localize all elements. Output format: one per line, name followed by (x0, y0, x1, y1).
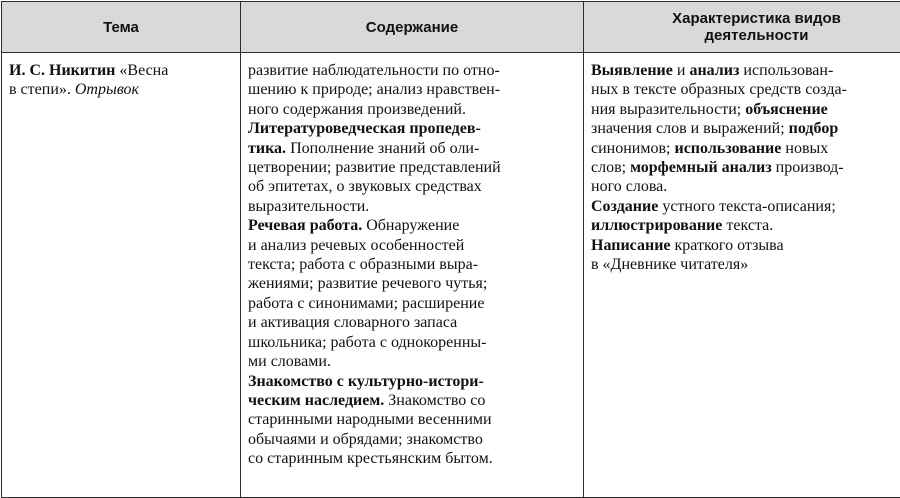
content-line (248, 119, 577, 138)
content-line: выразительности. (248, 197, 577, 216)
content-text: Знакомство со (384, 392, 485, 409)
content-line: со старинным крестьянским бытом. (248, 449, 577, 468)
header-activity-line1: Характеристика видов (592, 10, 900, 27)
header-topic: Тема (2, 2, 241, 53)
content-cell (241, 53, 584, 498)
activity-text: слов; (591, 159, 630, 176)
section-heading: тика. (248, 140, 286, 157)
content-line: текста; работа с образными выра- (248, 255, 577, 274)
topic-line (9, 61, 234, 80)
activity-text: значения слов и выражений; (591, 120, 789, 137)
header-row (2, 2, 900, 53)
content-line: и активация словарного запаса (248, 313, 577, 332)
section-heading: Речевая работа. (248, 217, 362, 234)
lesson-plan-table (1, 1, 900, 498)
section-heading: Литературоведческая пропедев- (248, 120, 481, 137)
activity-line (591, 216, 900, 235)
content-line: об эпитетах, о звуковых средствах (248, 177, 577, 196)
activity-term: подбор (789, 120, 839, 137)
activity-term: Написание (591, 237, 671, 254)
activity-term: использование (674, 140, 781, 157)
content-line: жениями; развитие речевого чутья; (248, 274, 577, 293)
content-line: и анализ речевых особенностей (248, 236, 577, 255)
content-line (248, 391, 577, 410)
activity-text: устного текста-описания; (658, 198, 835, 215)
content-line (248, 372, 577, 391)
activity-line (591, 139, 900, 158)
activity-cell (584, 53, 900, 498)
content-line (248, 216, 577, 235)
activity-text: использован- (739, 62, 833, 79)
activity-text: текста. (722, 217, 773, 234)
topic-author: И. С. Никитин (9, 62, 115, 79)
header-activity-line2: деятельности (592, 27, 900, 44)
activity-term: объяснение (745, 101, 828, 118)
content-line: обычаями и обрядами; знакомство (248, 430, 577, 449)
header-content: Содержание (241, 2, 584, 53)
section-heading: ческим наследием. (248, 392, 384, 409)
activity-text: краткого отзыва (671, 237, 784, 254)
activity-term: Выявление (591, 62, 673, 79)
content-line (248, 139, 577, 158)
content-text: Пополнение знаний об оли- (286, 140, 479, 157)
content-line: шению к природе; анализ нравствен- (248, 80, 577, 99)
activity-term: морфемный анализ (630, 159, 772, 176)
activity-line: ных в тексте образных средств созда- (591, 80, 900, 99)
activity-line (591, 61, 900, 80)
header-activity (584, 2, 900, 53)
content-text: Обнаружение (362, 217, 459, 234)
content-line: ми словами. (248, 352, 577, 371)
content-line: школьника; работа с однокоренны- (248, 333, 577, 352)
activity-line: ного слова. (591, 177, 900, 196)
content-line: развитие наблюдательности по отно- (248, 61, 577, 80)
activity-line: в «Дневнике читателя» (591, 255, 900, 274)
topic-title-part2: в степи». (9, 81, 75, 98)
activity-text: и (673, 62, 690, 79)
topic-title-part1: «Весна (115, 62, 168, 79)
activity-text: новых (781, 140, 828, 157)
topic-line (9, 80, 234, 99)
content-line: цетворении; развитие представлений (248, 158, 577, 177)
activity-term: Создание (591, 198, 658, 215)
activity-line (591, 236, 900, 255)
activity-text: производ- (772, 159, 844, 176)
content-line: старинными народными весенними (248, 410, 577, 429)
activity-line (591, 197, 900, 216)
topic-cell (2, 53, 241, 498)
activity-term: анализ (689, 62, 739, 79)
content-line: ного содержания произведений. (248, 100, 577, 119)
activity-line (591, 158, 900, 177)
section-heading: Знакомство с культурно-истори- (248, 373, 484, 390)
activity-line (591, 100, 900, 119)
activity-text: синонимов; (591, 140, 674, 157)
content-line: работа с синонимами; расширение (248, 294, 577, 313)
activity-line (591, 119, 900, 138)
table-row (2, 53, 900, 498)
activity-text: ния выразительности; (591, 101, 745, 118)
topic-note: Отрывок (75, 81, 139, 98)
activity-term: иллюстрирование (591, 217, 722, 234)
